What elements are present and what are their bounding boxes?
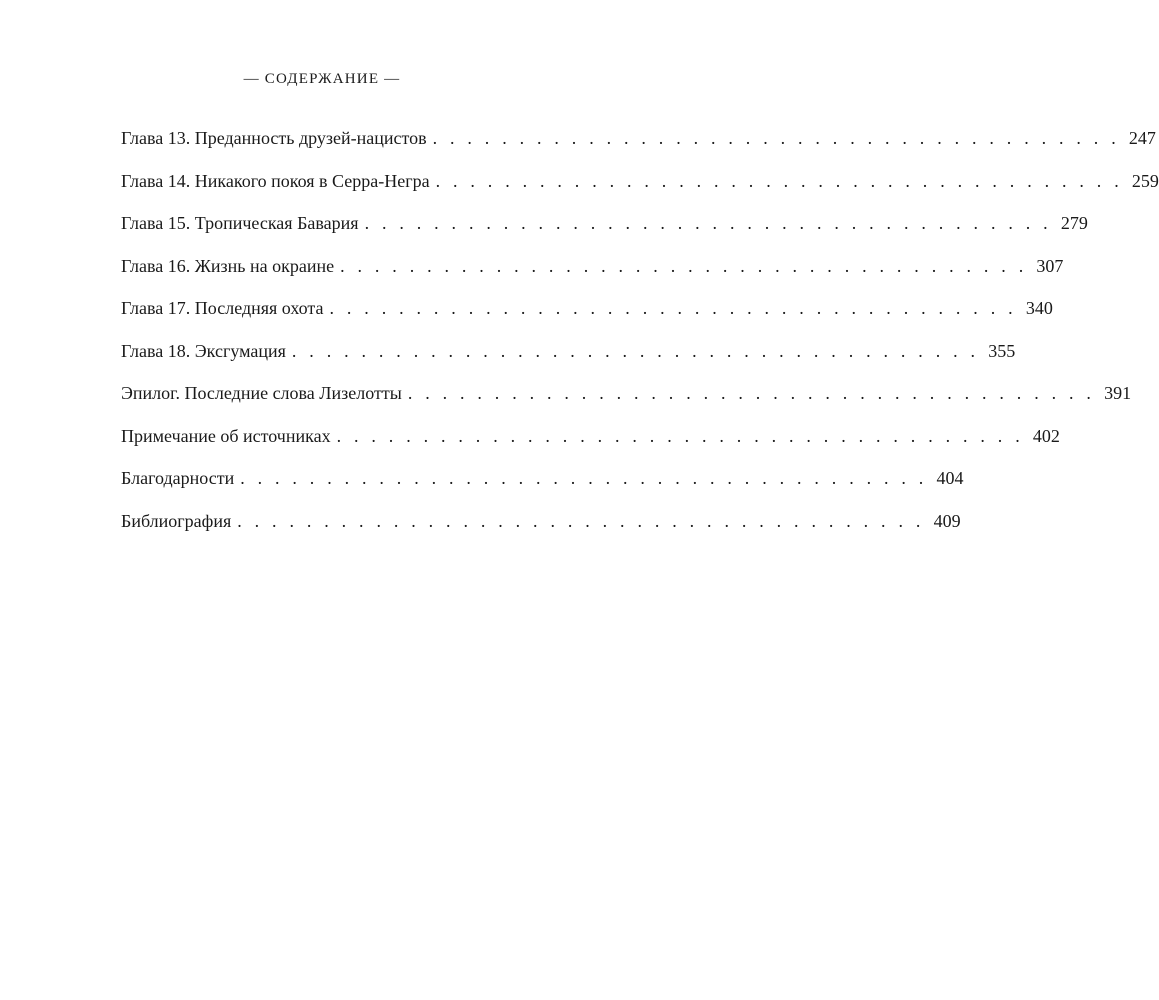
- toc-entry: [121, 295, 1053, 338]
- dot-leader: . . . . . . . . . . . . . . . . . . . . . . . . . . . . . . . . . . . . . . . .: [432, 128, 1120, 148]
- toc-entry-page: 391: [1104, 383, 1132, 403]
- toc-entry-title: Глава 18. Эксгумация: [121, 340, 286, 361]
- toc-entry-title: Эпилог. Последние слова Лизелотты: [121, 383, 402, 403]
- dot-leader: . . . . . . . . . . . . . . . . . . . . . . . . . . . . . . . . . . . . . . . .: [336, 425, 1024, 446]
- dot-leader: . . . . . . . . . . . . . . . . . . . . . . . . . . . . . . . . . . . . . . . .: [329, 298, 1017, 318]
- toc-entry-page: 404: [936, 468, 964, 488]
- toc-entry-page: 247: [1128, 128, 1156, 148]
- toc-entry-page: 340: [1025, 298, 1053, 318]
- toc-entry: [121, 423, 1060, 466]
- table-of-contents: [121, 125, 1159, 550]
- toc-entry-title: Благодарности: [121, 468, 235, 488]
- dot-leader: . . . . . . . . . . . . . . . . . . . . . . . . . . . . . . . . . . . . . . . .: [240, 468, 928, 488]
- toc-entry-title: Глава 15. Тропическая Бавария: [121, 213, 359, 233]
- toc-entry-page: 355: [988, 340, 1016, 361]
- toc-entry-page: 259: [1131, 170, 1159, 191]
- toc-entry-title: Глава 13. Преданность друзей-нацистов: [121, 128, 427, 148]
- running-title: — СОДЕРЖАНИЕ —: [243, 71, 401, 87]
- dot-leader: . . . . . . . . . . . . . . . . . . . . . . . . . . . . . . . . . . . . . . . .: [237, 510, 925, 531]
- dot-leader: . . . . . . . . . . . . . . . . . . . . . . . . . . . . . . . . . . . . . . . .: [340, 255, 1028, 276]
- toc-entry: [121, 465, 964, 508]
- toc-entry: [121, 210, 1088, 253]
- dot-leader: . . . . . . . . . . . . . . . . . . . . . . . . . . . . . . . . . . . . . . . .: [364, 213, 1052, 233]
- dot-leader: . . . . . . . . . . . . . . . . . . . . . . . . . . . . . . . . . . . . . . . .: [407, 383, 1096, 403]
- toc-entry-title: Глава 17. Последняя охота: [121, 298, 324, 318]
- dot-leader: . . . . . . . . . . . . . . . . . . . . . . . . . . . . . . . . . . . . . . . .: [435, 170, 1123, 191]
- toc-entry: [121, 338, 1016, 381]
- toc-entry: [121, 125, 1156, 168]
- toc-entry: [121, 168, 1159, 211]
- toc-entry-page: 409: [933, 510, 961, 531]
- toc-entry-title: Глава 14. Никакого покоя в Серра-Негра: [121, 170, 430, 191]
- dot-leader: . . . . . . . . . . . . . . . . . . . . . . . . . . . . . . . . . . . . . . . .: [291, 340, 980, 361]
- toc-entry: [121, 508, 961, 551]
- toc-entry: [121, 380, 1132, 423]
- toc-entry-title: Примечание об источниках: [121, 425, 331, 446]
- toc-entry-title: Библиография: [121, 510, 232, 531]
- toc-entry-title: Глава 16. Жизнь на окраине: [121, 255, 335, 276]
- toc-entry-page: 279: [1060, 213, 1088, 233]
- toc-entry-page: 402: [1032, 425, 1060, 446]
- toc-entry-page: 307: [1036, 255, 1064, 276]
- toc-entry: [121, 253, 1064, 296]
